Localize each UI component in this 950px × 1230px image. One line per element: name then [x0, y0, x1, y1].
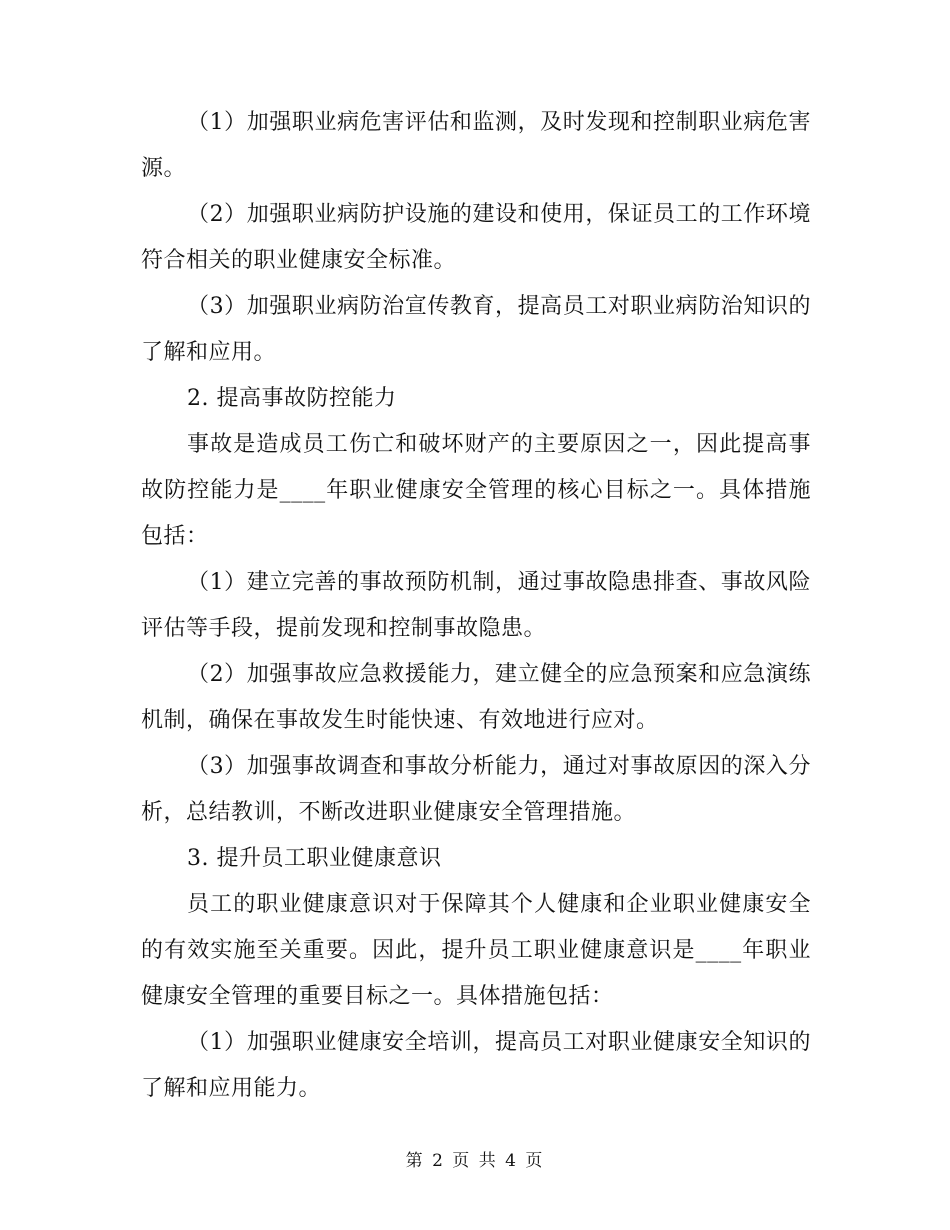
section-heading-accident-prevention: 2. 提高事故防控能力	[187, 386, 397, 411]
paragraph-occupational-disease-monitoring: （1）加强职业病危害评估和监测，及时发现和控制职业病危害源。	[141, 110, 811, 181]
paragraph-safety-training: （1）加强职业健康安全培训，提高员工对职业健康安全知识的了解和应用能力。	[141, 1030, 811, 1101]
paragraph-protective-facilities: （2）加强职业病防护设施的建设和使用，保证员工的工作环境符合相关的职业健康安全标准。	[141, 202, 811, 273]
paragraph-awareness-intro: 员工的职业健康意识对于保障其个人健康和企业职业健康安全的有效实施至关重要。因此，提升员工职业健康意识是____年职业健康安全管理的重要目标之一。具体措施包括：	[141, 892, 811, 1009]
page-footer: 第 2 页 共 4 页	[405, 1151, 545, 1171]
paragraph-prevention-education: （3）加强职业病防治宣传教育，提高员工对职业病防治知识的了解和应用。	[141, 294, 811, 365]
section-heading-health-awareness: 3. 提升员工职业健康意识	[187, 846, 442, 871]
paragraph-accident-intro: 事故是造成员工伤亡和破坏财产的主要原因之一，因此提高事故防控能力是____年职业健康安全管理的核心目标之一。具体措施包括：	[141, 432, 811, 549]
paragraph-accident-prevention-mechanism: （1）建立完善的事故预防机制，通过事故隐患排查、事故风险评估等手段，提前发现和控制事故隐患。	[141, 570, 811, 641]
document-body	[141, 100, 811, 1112]
paragraph-accident-investigation: （3）加强事故调查和事故分析能力，通过对事故原因的深入分析，总结教训，不断改进职业健康安全管理措施。	[141, 754, 811, 825]
paragraph-emergency-rescue: （2）加强事故应急救援能力，建立健全的应急预案和应急演练机制，确保在事故发生时能快速、有效地进行应对。	[141, 662, 811, 733]
